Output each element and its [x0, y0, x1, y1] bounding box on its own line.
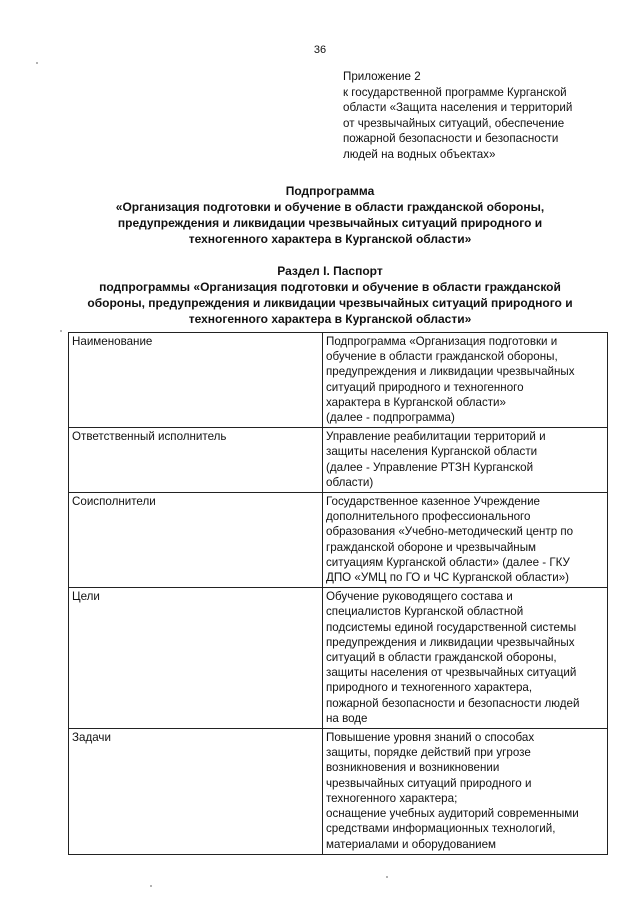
section-title-line: обороны, предупреждения и ликвидации чрезвычайных ситуаций природного и [87, 296, 573, 310]
row-value-line: чрезвычайных ситуаций природного и [326, 776, 532, 790]
row-value-line: подсистемы единой государственной системы [326, 620, 577, 634]
appendix-line: Приложение 2 [343, 70, 421, 83]
subprogram-title-line: «Организация подготовки и обучение в области гражданской обороны, [115, 200, 545, 214]
appendix-line: людей на водных объектах» [343, 147, 496, 161]
row-value-line: характера в Курганской области» [326, 395, 506, 409]
appendix-note [343, 69, 618, 163]
section-title-line: техногенного характера в Курганской области» [188, 312, 472, 326]
row-label: Наименование [69, 333, 323, 428]
row-value-line: защиты населения Курганской области [326, 445, 538, 459]
table-row [69, 333, 608, 428]
row-value-line: Подпрограмма «Организация подготовки и [326, 335, 558, 348]
row-value-line: оснащение учебных аудиторий современными [326, 807, 579, 821]
page-number: 36 [313, 44, 327, 56]
row-value-line: специалистов Курганской областной [326, 605, 524, 619]
scan-speck [386, 876, 388, 878]
row-label: Соисполнители [69, 493, 323, 588]
row-value-line: пожарной безопасности и безопасности людей [326, 696, 580, 710]
subprogram-title-line: техногенного характера в Курганской области» [188, 232, 472, 246]
row-label: Задачи [69, 729, 323, 855]
appendix-line: от чрезвычайных ситуаций, обеспечение [343, 116, 565, 130]
row-value-line: Управление реабилитации территорий и [326, 430, 546, 444]
section-heading [40, 263, 620, 327]
row-value-line: обучение в области гражданской обороны, [326, 350, 558, 364]
row-value-line: (далее - подпрограмма) [326, 411, 455, 425]
row-value-line: на воде [326, 711, 368, 725]
row-value-line: Обучение руководящего состава и [326, 590, 513, 604]
passport-table [68, 332, 608, 855]
scan-speck [36, 62, 38, 64]
row-value-line: образования «Учебно-методический центр по [326, 525, 574, 539]
row-label: Цели [69, 588, 323, 729]
row-value [323, 588, 608, 729]
row-value-line: техногенного характера; [326, 791, 458, 805]
table-row [69, 428, 608, 493]
row-value-line: ситуациям Курганской области» (далее - ГКУ [326, 555, 570, 569]
table-row [69, 493, 608, 588]
appendix-line: к государственной программе Курганской [343, 85, 567, 99]
row-value [323, 333, 608, 428]
scan-speck [60, 330, 62, 332]
scan-speck [150, 885, 152, 887]
row-value-line: предупреждения и ликвидации чрезвычайных [326, 365, 575, 379]
row-value [323, 729, 608, 855]
row-value-line: Государственное казенное Учреждение [326, 495, 540, 509]
section-title: Раздел I. Паспорт [277, 264, 383, 278]
row-label: Ответственный исполнитель [69, 428, 323, 493]
appendix-line: пожарной безопасности и безопасности [343, 132, 559, 146]
row-value-line: природного и техногенного характера, [326, 681, 533, 695]
row-value-line: Повышение уровня знаний о способах [326, 731, 535, 745]
row-value-line: защиты населения от чрезвычайных ситуаций [326, 666, 577, 680]
table-row [69, 729, 608, 855]
row-value-line: ситуаций природного и техногенного [326, 380, 524, 394]
row-value-line: дополнительного профессионального [326, 510, 531, 524]
row-value-line: средствами информационных технологий, [326, 822, 556, 836]
row-value-line: защиты, порядке действий при угрозе [326, 746, 531, 760]
section-title-line: подпрограммы «Организация подготовки и обучение в области гражданской [99, 280, 561, 294]
subprogram-heading [40, 183, 620, 247]
row-value-line: ДПО «УМЦ по ГО и ЧС Курганской области») [326, 571, 570, 585]
subprogram-title: Подпрограмма [285, 184, 375, 198]
row-value-line: гражданской обороне и чрезвычайным [326, 540, 537, 554]
row-value [323, 493, 608, 588]
row-value-line: материалами и оборудованием [326, 837, 496, 851]
row-value-line: ситуаций в области гражданской обороны, [326, 651, 557, 665]
row-value-line: (далее - Управление РТЗН Курганской [326, 460, 534, 474]
row-value-line: предупреждения и ликвидации чрезвычайных [326, 635, 575, 649]
row-value [323, 428, 608, 493]
row-value-line: возникновения и возникновении [326, 761, 500, 775]
row-value-line: области) [326, 475, 374, 489]
table-row [69, 588, 608, 729]
subprogram-title-line: предупреждения и ликвидации чрезвычайных ситуаций природного и [117, 216, 543, 230]
appendix-line: области «Защита населения и территорий [343, 101, 573, 115]
